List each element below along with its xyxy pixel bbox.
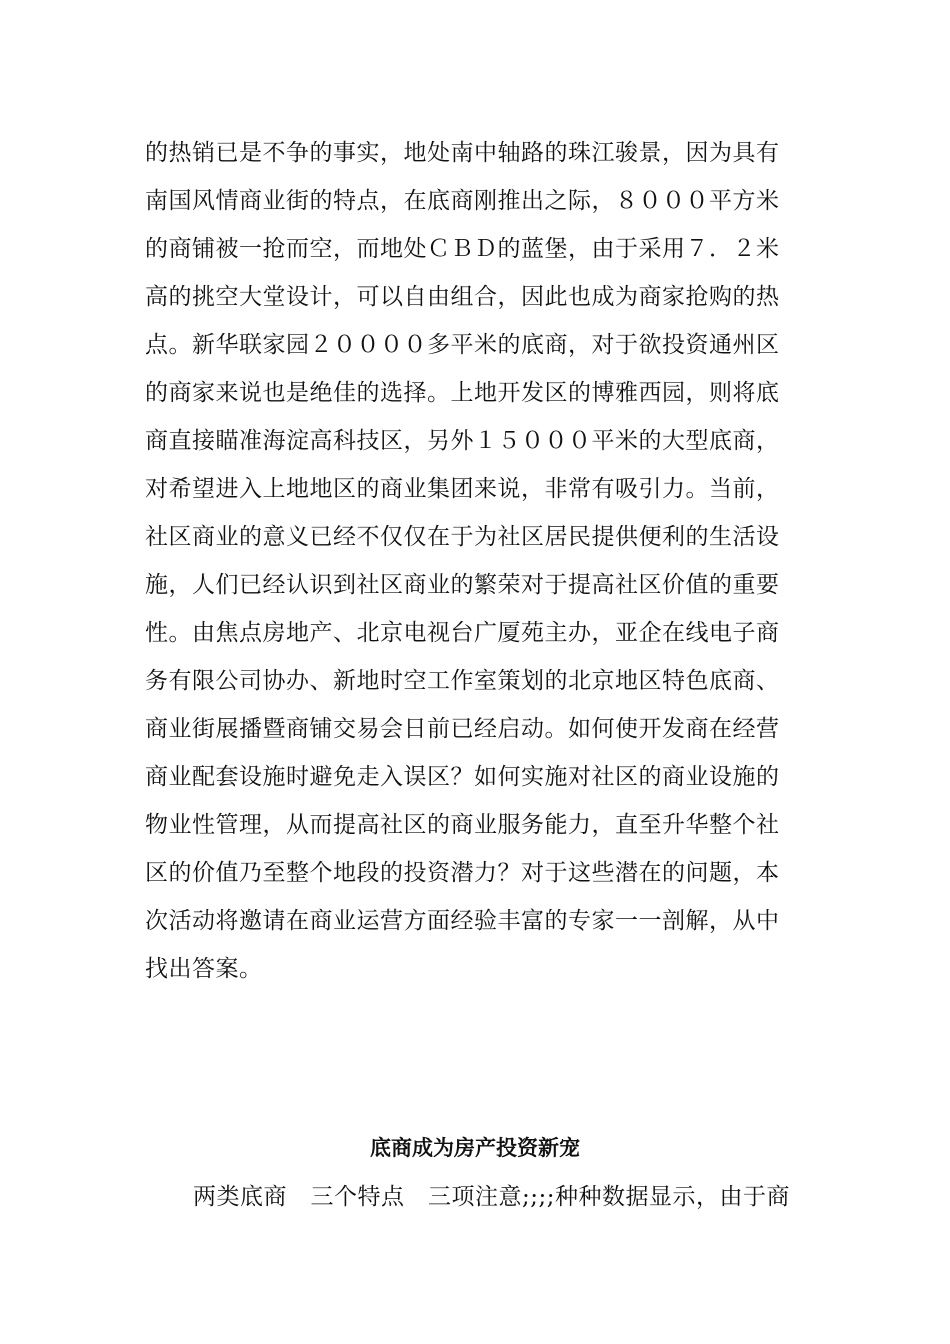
- paragraph-line: 施，人们已经认识到社区商业的繁荣对于提高社区价值的重要: [145, 572, 780, 598]
- paragraph-line: 商业配套设施时避免走入误区？如何实施对社区的商业设施的: [145, 764, 780, 790]
- paragraph-line: 的商家来说也是绝佳的选择。上地开发区的博雅西园，则将底: [145, 380, 780, 406]
- paragraph-line: 性。由焦点房地产、北京电视台广厦苑主办，亚企在线电子商: [145, 620, 780, 646]
- paragraph-line: 务有限公司协办、新地时空工作室策划的北京地区特色底商、: [145, 668, 780, 694]
- paragraph-line: 商直接瞄准海淀高科技区，另外１５０００平米的大型底商，: [145, 428, 780, 454]
- paragraph-line: 高的挑空大堂设计，可以自由组合，因此也成为商家抢购的热: [145, 284, 780, 310]
- section-first-line: 两类底商 三个特点 三项注意;;;;种种数据显示，由于商: [193, 1184, 790, 1210]
- paragraph-line: 的商铺被一抢而空，而地处ＣＢＤ的蓝堡，由于采用７．２米: [145, 236, 780, 262]
- paragraph-line: 物业性管理，从而提高社区的商业服务能力，直至升华整个社: [145, 812, 780, 838]
- paragraph-line: 区的价值乃至整个地段的投资潜力？对于这些潜在的问题，本: [145, 860, 780, 886]
- paragraph-line: 点。新华联家园２００００多平米的底商，对于欲投资通州区: [145, 332, 780, 358]
- paragraph-line: 次活动将邀请在商业运营方面经验丰富的专家一一剖解，从中: [145, 908, 780, 934]
- paragraph-line: 对希望进入上地地区的商业集团来说，非常有吸引力。当前，: [145, 476, 780, 502]
- paragraph-line: 南国风情商业街的特点，在底商刚推出之际，８０００平方米: [145, 188, 780, 214]
- paragraph-line: 商业街展播暨商铺交易会日前已经启动。如何使开发商在经营: [145, 716, 780, 742]
- paragraph-line: 的热销已是不争的事实，地处南中轴路的珠江骏景，因为具有: [145, 140, 780, 166]
- section-heading: 底商成为房产投资新宠: [370, 1136, 580, 1160]
- paragraph-line: 找出答案。: [145, 956, 263, 982]
- paragraph-line: 社区商业的意义已经不仅仅在于为社区居民提供便利的生活设: [145, 524, 780, 550]
